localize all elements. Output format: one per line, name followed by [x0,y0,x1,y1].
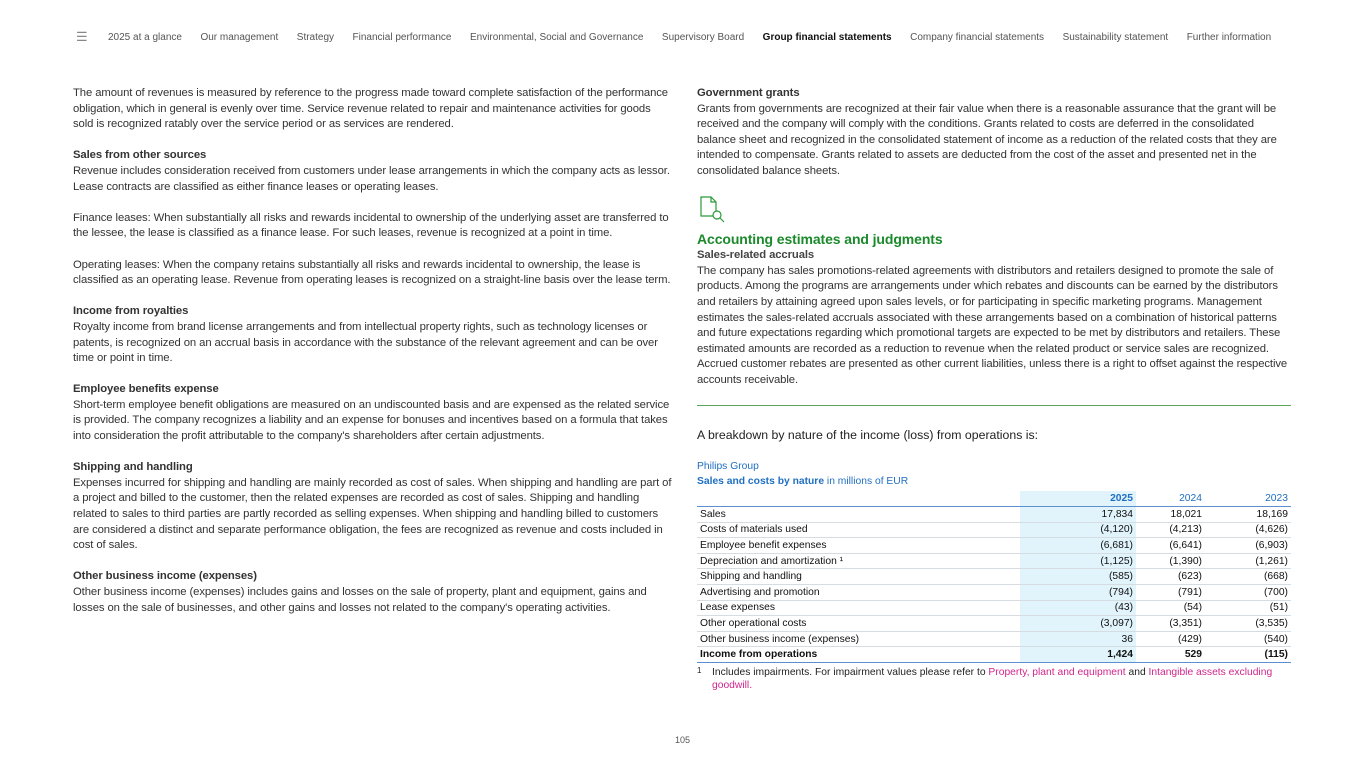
table-row [697,553,1291,569]
value-cell: (3,097) [1020,616,1136,632]
paragraph: Grants from governments are recognized at their fair value when there is a reasonable assurance that the grant will be received and the company will comply with the conditions. Grants related to costs are deferred in the consolidated balance sheet and recognized in the consolidated statement of income as a reduction of the related costs that they are intended to compensate. Grants related to assets are deducted from the cost of the asset and presented net in the consolidated balance sheets. [697,102,1277,177]
nav-item-at-a-glance[interactable]: 2025 at a glance [108,31,182,43]
value-cell: (4,626) [1205,522,1291,538]
value-cell: (668) [1205,569,1291,585]
value-cell: (6,903) [1205,538,1291,554]
table-row [697,538,1291,554]
header-2024: 2024 [1136,491,1205,507]
company-name: Philips Group [697,461,759,472]
value-cell: 18,169 [1205,507,1291,523]
label-cell: Employee benefit expenses [697,538,1020,554]
breakdown-intro: A breakdown by nature of the income (loss) from operations is: [697,428,1039,442]
paragraph: Short-term employee benefit obligations are measured on an undiscounted basis and are expensed as the related service is provided. The company recognizes a liability and an expense for bonuses and incentives based on a formula that takes into consideration the profit attributable to the company's shareholders after certain adjustments. [73,398,670,443]
footnote-and: and [1125,667,1149,678]
page-number: 105 [674,735,691,745]
label-cell: Lease expenses [697,600,1020,616]
value-cell: (4,213) [1136,522,1205,538]
header-2023: 2023 [1205,491,1291,507]
label-cell: Sales [697,507,1020,523]
table-row [697,507,1291,523]
value-cell: (1,125) [1020,553,1136,569]
value-cell: (54) [1136,600,1205,616]
value-cell: (43) [1020,600,1136,616]
label-cell: Depreciation and amortization ¹ [697,553,1020,569]
value-cell: 529 [1136,647,1205,663]
heading: Shipping and handling [73,461,193,474]
table-row [697,631,1291,647]
table-row [697,616,1291,632]
table-row [697,522,1291,538]
subheading: Sales-related accruals [697,249,815,262]
table-row [697,600,1291,616]
paragraph: Revenue includes consideration received from customers under lease arrangements in which the company acts as lessor. Lease contracts are classified as either finance leases or operating leases. [73,164,670,193]
sales-costs-table [697,491,1291,663]
link-intangible-assets[interactable]: Intangible assets excluding goodwill. [712,667,1273,691]
nav-item-group-financial-statements[interactable]: Group financial statements [762,31,892,43]
header-2025: 2025 [1020,491,1136,507]
table-caption [697,460,908,489]
label-cell: Shipping and handling [697,569,1020,585]
value-cell: (3,535) [1205,616,1291,632]
value-cell: (585) [1020,569,1136,585]
heading: Sales from other sources [73,149,207,162]
value-cell: (429) [1136,631,1205,647]
heading: Other business income (expenses) [73,570,257,583]
paragraph: Finance leases: When substantially all risks and rewards incidental to ownership of the underlying asset are transferred to the lessee, the lease is classified as a finance lease. For such leases, revenue is recognized at a point in time. [73,211,669,240]
value-cell: (794) [1020,585,1136,601]
paragraph: The amount of revenues is measured by reference to the progress made toward complete satisfaction of the performance obligation, which in general is evenly over time. Service revenue related to repair and maintenance activities for goods sold is recognized ratably over the service period or as services are rendered. [73,87,668,131]
nav-item-sustainability-statement[interactable]: Sustainability statement [1062,31,1169,43]
link-ppe[interactable]: Property, plant and equipment [988,667,1126,678]
heading: Income from royalties [73,305,189,318]
table-row [697,647,1291,663]
paragraph: Royalty income from brand license arrangements and from intellectual property rights, such as technology licenses or patents, is recognized on an accrual basis in accordance with the substance of the relevant agreement and can be over time or point in time. [73,320,658,365]
value-cell: (4,120) [1020,522,1136,538]
value-cell: 36 [1020,631,1136,647]
paragraph: The company has sales promotions-related agreements with distributors and retailers designed to promote the sale of products. Among the programs are arrangements under which rebates and discounts can be earned by the distributors and retailers by attaining agreed upon sales levels, or for participating in specific marketing programs. Management estimates the sales-related accruals associated with these arrangements based on a combination of historical patterns and future expectations regarding which promotional targets are expected to be met by distributors and retailers. These estimated amounts are recorded as a reduction to revenue when the related product or service sales are recognized. Accrued customer rebates are presented as other current liabilities, unless there is a right to offset against the respective accounts receivable. [697,264,1288,386]
table-unit: in millions of EUR [824,475,909,487]
top-nav [76,29,1290,45]
value-cell: (1,261) [1205,553,1291,569]
footnote-text: Includes impairments. For impairment values please refer to [712,667,989,678]
nav-item-esg[interactable]: Environmental, Social and Governance [469,31,644,43]
paragraph: Operating leases: When the company retains substantially all risks and rewards incidental to ownership, the lease is classified as an operating lease. Revenue from operating leases is recognized on a straight-line basis over the lease term. [73,258,671,287]
section-title: Accounting estimates and judgments [697,231,943,248]
footnote-mark: 1 [697,666,702,675]
nav-item-supervisory-board[interactable]: Supervisory Board [661,31,745,43]
value-cell: 1,424 [1020,647,1136,663]
value-cell: (51) [1205,600,1291,616]
right-column [697,86,1293,404]
paragraph: Other business income (expenses) includes gains and losses on the sale of property, plant and equipment, gains and losses on the sale of businesses, and other gains and losses not related to the company's operating activities. [73,586,647,614]
value-cell: (6,681) [1020,538,1136,554]
nav-item-strategy[interactable]: Strategy [296,31,335,43]
nav-item-company-financial-statements[interactable]: Company financial statements [910,31,1045,43]
value-cell: (115) [1205,647,1291,663]
nav-item-our-management[interactable]: Our management [200,31,279,43]
label-cell: Income from operations [697,647,1020,663]
table-title: Sales and costs by nature [697,475,825,487]
value-cell: (791) [1136,585,1205,601]
label-cell: Other business income (expenses) [697,631,1020,647]
paragraph: Expenses incurred for shipping and handling are mainly recorded as cost of sales. When shipping and handling are part of a project and billed to the customer, then the related expenses are recorded as cost of sales. Shipping and handling related to sales to third parties are partly recorded as selling expenses. When shipping and handling billed to customers are considered a distinct and separate performance obligation, the fees are recognized as revenue and costs included in cost of sales. [73,476,672,552]
table-row [697,585,1291,601]
value-cell: (6,641) [1136,538,1205,554]
value-cell: (3,351) [1136,616,1205,632]
value-cell: (540) [1205,631,1291,647]
nav-item-financial-performance[interactable]: Financial performance [352,31,452,43]
label-cell: Other operational costs [697,616,1020,632]
heading: Government grants [697,87,800,99]
value-cell: (700) [1205,585,1291,601]
value-cell: 17,834 [1020,507,1136,523]
document-search-icon [699,195,1293,225]
value-cell: (623) [1136,569,1205,585]
label-cell: Advertising and promotion [697,585,1020,601]
table-row [697,569,1291,585]
footnote [697,667,1291,692]
label-cell: Costs of materials used [697,522,1020,538]
divider [697,405,1291,406]
value-cell: 18,021 [1136,507,1205,523]
left-column [73,86,673,632]
value-cell: (1,390) [1136,553,1205,569]
heading: Employee benefits expense [73,383,219,396]
nav-item-further-information[interactable]: Further information [1186,31,1272,43]
hamburger-menu-icon[interactable]: ☰ [76,29,88,44]
